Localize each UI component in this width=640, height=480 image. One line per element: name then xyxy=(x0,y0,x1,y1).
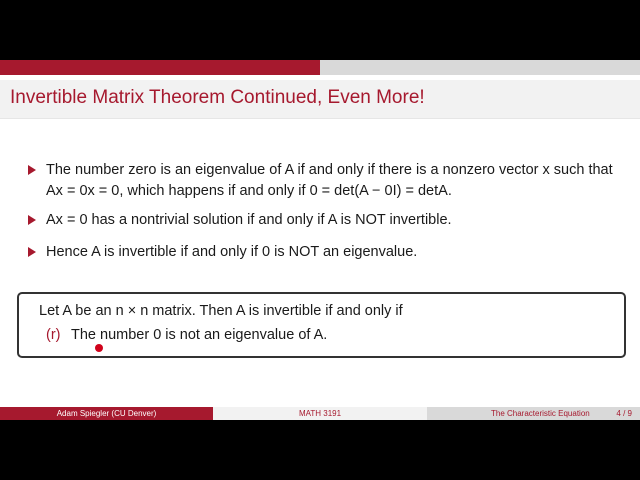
footer-course: MATH 3191 xyxy=(213,407,427,420)
bullet-triangle-icon xyxy=(28,165,36,175)
bullet-triangle-icon xyxy=(28,215,36,225)
bullet-item-1 xyxy=(28,160,628,202)
bullet-2-text: Ax = 0 has a nontrivial solution if and only if A is NOT invertible. xyxy=(46,212,452,228)
footer-bar xyxy=(0,407,640,420)
theorem-box xyxy=(17,292,626,358)
theorem-item-label: (r) xyxy=(46,327,61,343)
slide xyxy=(0,60,640,420)
bullet-item-2 xyxy=(28,210,628,231)
header-bar-right xyxy=(320,60,640,75)
theorem-item-text: The number 0 is not an eigenvalue of A. xyxy=(71,327,328,343)
footer-section: The Characteristic Equation xyxy=(491,409,590,418)
title-bar xyxy=(0,80,640,119)
bullet-1-line-2: Ax = 0x = 0, which happens if and only if 0 = det(A − 0I) = detA. xyxy=(46,183,452,199)
bullet-item-3 xyxy=(28,242,628,263)
laser-pointer-dot xyxy=(95,344,103,352)
header-bar-left xyxy=(0,60,320,75)
bullet-triangle-icon xyxy=(28,247,36,257)
bullet-1-line-1: The number zero is an eigenvalue of A if and only if there is a nonzero vector x such that xyxy=(46,162,613,178)
slide-title: Invertible Matrix Theorem Continued, Even More! xyxy=(10,87,425,108)
footer-author: Adam Spiegler (CU Denver) xyxy=(0,407,213,420)
bullet-3-text: Hence A is invertible if and only if 0 is NOT an eigenvalue. xyxy=(46,244,418,260)
progress-header-bar xyxy=(0,60,640,75)
footer-right xyxy=(427,407,640,420)
theorem-statement: Let A be an n × n matrix. Then A is invertible if and only if xyxy=(39,303,403,319)
footer-page-number: 4 / 9 xyxy=(616,409,632,418)
